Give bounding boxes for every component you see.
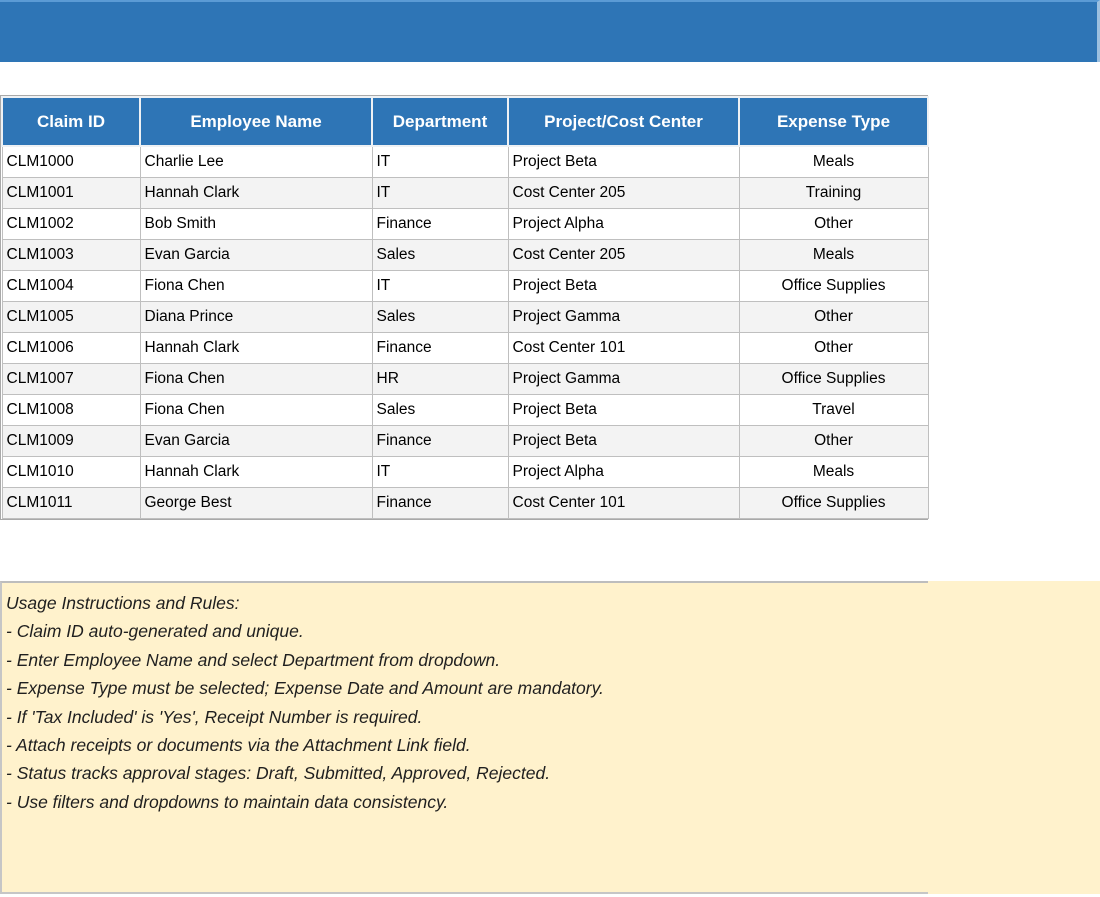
cell-project-cost-center[interactable]: Project Beta [508, 146, 739, 177]
cell-expense-type[interactable]: Office Supplies [739, 363, 928, 394]
cell-claim-id[interactable]: CLM1009 [2, 425, 140, 456]
table-row [2, 425, 928, 456]
table-row [2, 177, 928, 208]
instruction-line: - Status tracks approval stages: Draft, Submitted, Approved, Rejected. [6, 763, 551, 784]
table-row [2, 208, 928, 239]
instructions-text [0, 581, 1100, 816]
cell-department[interactable]: Finance [372, 208, 508, 239]
table-row [2, 487, 928, 518]
cell-project-cost-center[interactable]: Project Gamma [508, 363, 739, 394]
table-row [2, 239, 928, 270]
cell-expense-type[interactable]: Meals [739, 239, 928, 270]
cell-claim-id[interactable]: CLM1003 [2, 239, 140, 270]
cell-claim-id[interactable]: CLM1006 [2, 332, 140, 363]
instruction-line: - If 'Tax Included' is 'Yes', Receipt Number is required. [6, 706, 423, 727]
table-row [2, 301, 928, 332]
cell-project-cost-center[interactable]: Project Beta [508, 270, 739, 301]
table-row [2, 394, 928, 425]
cell-claim-id[interactable]: CLM1002 [2, 208, 140, 239]
cell-claim-id[interactable]: CLM1011 [2, 487, 140, 518]
cell-claim-id[interactable]: CLM1000 [2, 146, 140, 177]
instruction-line: - Attach receipts or documents via the Attachment Link field. [6, 735, 471, 756]
cell-department[interactable]: HR [372, 363, 508, 394]
cell-project-cost-center[interactable]: Cost Center 205 [508, 177, 739, 208]
cell-employee-name[interactable]: Bob Smith [140, 208, 372, 239]
cell-project-cost-center[interactable]: Project Gamma [508, 301, 739, 332]
cell-employee-name[interactable]: Diana Prince [140, 301, 372, 332]
instruction-line: Usage Instructions and Rules: [6, 593, 240, 613]
cell-expense-type[interactable]: Office Supplies [739, 487, 928, 518]
cell-employee-name[interactable]: Hannah Clark [140, 177, 372, 208]
title-banner [0, 0, 1100, 62]
cell-claim-id[interactable]: CLM1010 [2, 456, 140, 487]
cell-department[interactable]: IT [372, 146, 508, 177]
cell-employee-name[interactable]: Evan Garcia [140, 239, 372, 270]
cell-department[interactable]: Sales [372, 301, 508, 332]
instruction-line: - Claim ID auto-generated and unique. [6, 621, 304, 642]
cell-department[interactable]: IT [372, 456, 508, 487]
cell-project-cost-center[interactable]: Project Alpha [508, 208, 739, 239]
cell-department[interactable]: IT [372, 177, 508, 208]
cell-department[interactable]: Sales [372, 394, 508, 425]
cell-department[interactable]: Finance [372, 332, 508, 363]
instruction-line: - Expense Type must be selected; Expense Date and Amount are mandatory. [6, 678, 604, 699]
claims-table [0, 95, 928, 520]
cell-employee-name[interactable]: Fiona Chen [140, 270, 372, 301]
cell-project-cost-center[interactable]: Project Beta [508, 425, 739, 456]
cell-claim-id[interactable]: CLM1008 [2, 394, 140, 425]
cell-project-cost-center[interactable]: Cost Center 101 [508, 332, 739, 363]
cell-project-cost-center[interactable]: Cost Center 101 [508, 487, 739, 518]
cell-expense-type[interactable]: Other [739, 301, 928, 332]
cell-department[interactable]: IT [372, 270, 508, 301]
cell-expense-type[interactable]: Office Supplies [739, 270, 928, 301]
cell-claim-id[interactable]: CLM1007 [2, 363, 140, 394]
column-header-department[interactable]: Department [372, 97, 508, 146]
instruction-line: - Use filters and dropdowns to maintain data consistency. [6, 791, 449, 812]
table-row [2, 456, 928, 487]
cell-claim-id[interactable]: CLM1001 [2, 177, 140, 208]
cell-employee-name[interactable]: Charlie Lee [140, 146, 372, 177]
column-header-expense-type[interactable]: Expense Type [739, 97, 928, 146]
cell-employee-name[interactable]: Fiona Chen [140, 394, 372, 425]
cell-expense-type[interactable]: Meals [739, 146, 928, 177]
cell-expense-type[interactable]: Other [739, 425, 928, 456]
cell-department[interactable]: Sales [372, 239, 508, 270]
cell-employee-name[interactable]: George Best [140, 487, 372, 518]
cell-department[interactable]: Finance [372, 425, 508, 456]
cell-employee-name[interactable]: Evan Garcia [140, 425, 372, 456]
column-header-claim-id[interactable]: Claim ID [2, 97, 140, 146]
instructions-note [0, 581, 1100, 894]
cell-claim-id[interactable]: CLM1004 [2, 270, 140, 301]
column-header-employee-name[interactable]: Employee Name [140, 97, 372, 146]
cell-project-cost-center[interactable]: Cost Center 205 [508, 239, 739, 270]
table-row [2, 332, 928, 363]
cell-expense-type[interactable]: Meals [739, 456, 928, 487]
table-row [2, 363, 928, 394]
claims-table-body [2, 146, 928, 518]
table-row [2, 146, 928, 177]
cell-employee-name[interactable]: Hannah Clark [140, 456, 372, 487]
cell-project-cost-center[interactable]: Project Alpha [508, 456, 739, 487]
column-header-project-cost-center[interactable]: Project/Cost Center [508, 97, 739, 146]
cell-employee-name[interactable]: Fiona Chen [140, 363, 372, 394]
table-row [2, 270, 928, 301]
cell-expense-type[interactable]: Travel [739, 394, 928, 425]
cell-department[interactable]: Finance [372, 487, 508, 518]
cell-claim-id[interactable]: CLM1005 [2, 301, 140, 332]
cell-expense-type[interactable]: Other [739, 332, 928, 363]
cell-employee-name[interactable]: Hannah Clark [140, 332, 372, 363]
cell-project-cost-center[interactable]: Project Beta [508, 394, 739, 425]
cell-expense-type[interactable]: Training [739, 177, 928, 208]
instruction-line: - Enter Employee Name and select Department from dropdown. [6, 649, 501, 670]
claims-table-header-row [2, 97, 928, 146]
cell-expense-type[interactable]: Other [739, 208, 928, 239]
